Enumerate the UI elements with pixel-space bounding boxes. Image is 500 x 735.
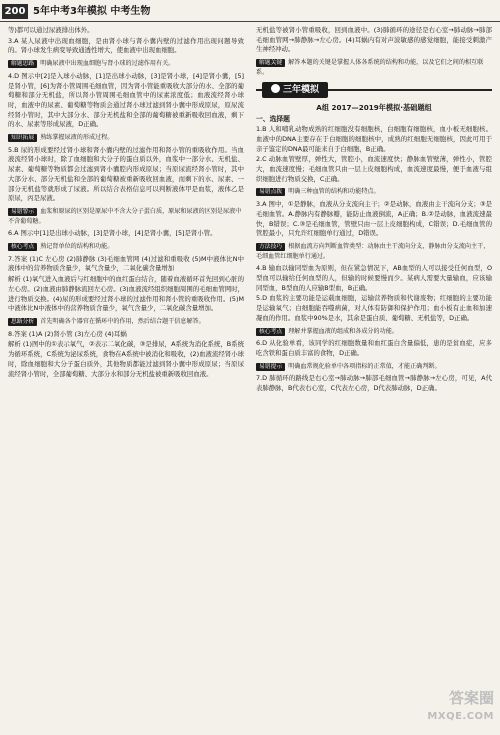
section-badge	[262, 82, 328, 98]
tip-box	[256, 326, 492, 338]
answer-paragraph: 5.B 尿的形成要经过肾小球和肾小囊内壁的过滤作用和肾小管的重吸收作用。当血液流经肾小球时，除了血细胞和大分子的蛋白质以外，血浆中一部分水、无机盐、尿素、葡萄糖等物质都会过滤到肾小囊腔内形成原尿；当原尿流经肾小管时，其中大部分水、部分无机盐和全部的葡萄糖被重新吸收回血液，而剩下的水、尿素、一部分无机盐等就形成了尿液。所以结合表格信息可以判断液体甲是血浆，液体乙是原尿，丙是尿液。	[8, 145, 244, 203]
tip-box	[256, 186, 492, 198]
section-badge-label: 三年模拟	[282, 84, 319, 95]
header-rule	[0, 21, 500, 22]
tip-text: 根据血流方向判断血管类型：动脉由主干流向分支，静脉由分支流向主干，毛细血管红细胞单行通过。	[256, 242, 490, 260]
answer-paragraph: 7.答案 (1)C 左心房 (2)肺静脉 (3)毛细血管网 (4)过滤和重吸收 (5)M中液体比N中液体中的营养物质含量少，氧气含量少，二氧化碳含量增加	[8, 254, 244, 273]
badge-circle-icon	[271, 84, 280, 93]
answer-paragraph: 无机盐等被肾小管重吸收，回到血液中。(3)肺循环的途径是右心室→肺动脉→肺部毛细血管网→肺静脉→左心房。(4)耳蜗内有对声波敏感的感觉细胞，能接受刺激产生神经冲动。	[256, 26, 492, 54]
page-header	[0, 0, 500, 22]
answer-paragraph: 解析 (1)氧气进入血液后与红细胞中的血红蛋白结合，随着血液循环首先回到心脏的左心房。(2)血液由肺静脉流回左心房。(3)血液流经组织细胞周围的毛细血管网时，进行物质交换。(4)尿的形成要经过肾小球的过滤作用和肾小管的重吸收作用。(5)M中液体比N中液体中的营养物质含量少，氧气含量少，二氧化碳含量增加。	[8, 275, 244, 313]
answer-paragraph: 4.D 图示中[2]是入球小动脉，[1]是出球小动脉，[3]是肾小球，[4]是肾小囊，[5]是肾小管，[6]为肾小管周围毛细血管，因为肾小管能重吸收大部分的水、全部的葡萄糖和部分无机盐，所以肾小管周围毛细血管中的尿素浓度低；血液流经肾小球时，血液中的尿素、葡萄糖等物质会通过肾小球过滤到肾小囊中形成原尿，原尿流经肾小管时，其中大部分水、部分无机盐和全部的葡萄糖被重新吸收回血液，剩下的水、尿素等形成尿液，D正确。	[8, 71, 244, 129]
tip-box	[256, 241, 492, 262]
answer-paragraph: 3.A 图中，①是静脉，血液从分支流向主干；②是动脉，血液由主干流向分支；③是毛细血管。A.静脉内有静脉瓣，能防止血液倒流，A正确；B.②是动脉，血液流速最快，B错误；C.③是毛细血管，管壁只由一层上皮细胞构成，C错误；D.毛细血管的管腔最小，只允许红细胞单行通过，D错误。	[256, 200, 492, 238]
tip-text: 血浆和原尿的区别是原尿中不含大分子蛋白质，原尿和尿液的区别是尿液中不含葡萄糖。	[8, 207, 242, 225]
right-column	[256, 26, 492, 717]
answer-paragraph: 等)都可以通过尿液排出体外。	[8, 26, 94, 34]
watermark-url: MXQE.COM	[427, 711, 494, 722]
tip-box	[8, 132, 244, 144]
answer-paragraph: 6.A 图示中[1]是出球小动脉，[3]是肾小球，[4]是肾小囊，[5]是肾小管。	[8, 229, 217, 238]
tip-box	[256, 57, 492, 78]
watermark-text: 答案圈	[448, 689, 494, 707]
section-band	[256, 82, 492, 100]
group-title: A组 2017—2019年模拟·基础题组	[316, 102, 432, 112]
answer-paragraph: 6.D 从化验单看，该同学的红细胞数量和血红蛋白含量偏低，患的是贫血症，应多吃含铁和蛋白质丰富的食物，D正确。	[256, 339, 492, 357]
tip-box	[8, 241, 244, 253]
answer-paragraph: 解析 (1)图中的①表示氧气，②表示二氧化碳，③是排尿，A系统为消化系统，B系统为循环系统，C系统为泌尿系统，食物在A系统中被消化和吸收，(2)血液流经肾小球时，除血细胞和大分子蛋白质外，其他物质都能过滤到肾小囊中形成原尿；当原尿流经肾小管时，全部葡萄糖、大部分水和部分无机盐被重新吸收回血液。	[8, 340, 244, 378]
left-column	[8, 26, 244, 717]
tip-text: 首先明确各个器官在循环中的作用，然后结合题干信息解答。	[40, 317, 205, 325]
tip-label: 核心考点	[8, 243, 37, 251]
tip-text: 理解并掌握血液的组成和各成分的功能。	[288, 327, 398, 335]
tip-text: 解答本题的关键是掌握人体各系统的结构和功能，以及它们之间的相互联系。	[256, 59, 484, 76]
watermark-logo	[426, 689, 494, 729]
tip-label: 知识拓展	[8, 134, 37, 142]
tip-box	[8, 316, 244, 328]
answer-paragraph: 8.答案 (1)A (2)肾小管 (3)左心房 (4)耳蜗	[8, 329, 127, 338]
book-title: 5年中考3年模拟 中考生物	[33, 6, 151, 17]
section-heading: 一、选择题	[256, 114, 290, 123]
answer-paragraph: 2.C 动脉血管壁厚，弹性大，管腔小，血流速度快；静脉血管壁薄，弹性小，管腔大，血流速度慢；毛细血管只由一层上皮细胞构成，血流速度最慢，便于血液与组织细胞进行物质交换，C正确。	[256, 155, 492, 183]
tip-text: 熟记肾单位的结构和功能。	[40, 243, 114, 251]
tip-text: 明确尿液中出现血细胞与肾小球的过滤作用有关。	[40, 60, 175, 68]
tip-box	[8, 58, 244, 70]
page-number: 200	[2, 4, 28, 19]
tip-label: 解题关键	[256, 59, 285, 67]
tip-box	[8, 206, 244, 227]
answer-paragraph: 1.B 人和哺乳动物成熟的红细胞没有细胞核，白细胞有细胞核，血小板无细胞核。血液中的DNA主要存在于白细胞的细胞核中，成熟的红细胞无细胞核，因此可用于亲子鉴定的DNA最可能来自于白细胞，B正确。	[256, 125, 492, 153]
tip-label: 易错点拨	[256, 188, 285, 196]
tip-label: 易错提示	[256, 363, 285, 371]
answer-paragraph: 4.B 输血以输同型血为原则，但在紧急情况下，AB血型的人可以接受任何血型，O型血可以输给任何血型的人，但输的时候要慢而少。某病人需要大量输血，应该输同型血，B型血的人应输B型血，B正确。	[256, 264, 492, 292]
answer-paragraph: 5.D 血浆的主要功能是运载血细胞，运输营养物质和代谢废物；红细胞的主要功能是运输氧气；白细胞能吞噬病菌，对人体有防御和保护作用；血小板有止血和加速凝血的作用。血浆中90%是水，其余是蛋白质、葡萄糖、无机盐等，D正确。	[256, 294, 492, 322]
tip-label: 解题思路	[8, 60, 37, 68]
answer-paragraph: 7.D 肺循环的路线是右心室→肺动脉→肺部毛细血管→肺静脉→左心房，可见，A代表肺静脉，B代表右心室，C代表左心房，D代表肺动脉，D正确。	[256, 374, 492, 393]
tip-text: 熟练掌握尿液的形成过程。	[40, 134, 114, 142]
tip-box	[256, 361, 492, 373]
tip-label: 思路分析	[8, 318, 37, 326]
tip-label: 方法技巧	[256, 243, 285, 251]
tip-label: 易错警示	[8, 208, 37, 216]
tip-text: 明确血常规化验单中各项指标的正常值，才能正确判断。	[288, 362, 441, 370]
answer-paragraph: 3.A 某人尿液中出现血细胞，是由肾小球与肾小囊内壁的过滤作用出现问题导致的。肾小球发生病变导致通透性增大，使血液中出现血细胞。	[8, 36, 244, 55]
tip-label: 核心考点	[256, 328, 285, 336]
tip-text: 明确三种血管的结构和功能特点。	[288, 188, 380, 196]
